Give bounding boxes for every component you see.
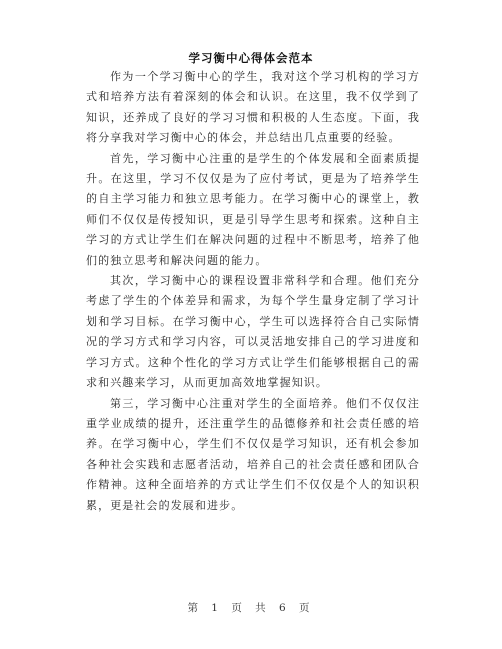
paragraph: 第三，学习衡中心注重对学生的全面培养。他们不仅仅注重学业成绩的提升，还注重学生的品德修养和社会责任感的培养。在学习衡中心，学生们不仅仅是学习知识，还有机会参加各种社会实践和志愿者活动，培养自己的社会责任感和团队合作精神。这种全面培养的方式让学生们不仅仅是个人的知识积累，更是社会的发展和进步。	[86, 396, 420, 512]
page-number-footer: 第 1 页 共 6 页	[187, 602, 315, 614]
paragraph: 作为一个学习衡中心的学生，我对这个学习机构的学习方式和培养方法有着深刻的体会和认识。在这里，我不仅学到了知识，还养成了良好的学习习惯和积极的人生态度。下面，我将分享我对学习衡中心的体会，并总结出几点重要的经验。	[86, 70, 420, 145]
document-body	[86, 67, 420, 516]
document-title: 学习衡中心得体会范本	[188, 51, 314, 65]
paragraph: 首先，学习衡中心注重的是学生的个体发展和全面素质提升。在这里，学习不仅仅是为了应付考试，更是为了培养学生的自主学习能力和独立思考能力。在学习衡中心的课堂上，教师们不仅仅是传授知识，更是引导学生思考和探索。这种自主学习的方式让学生们在解决问题的过程中不断思考，培养了他们的独立思考和解决问题的能力。	[86, 151, 420, 267]
paragraph: 其次，学习衡中心的课程设置非常科学和合理。他们充分考虑了学生的个体差异和需求，为每个学生量身定制了学习计划和学习目标。在学习衡中心，学生可以选择符合自己实际情况的学习方式和学习内容，可以灵活地安排自己的学习进度和学习方式。这种个性化的学习方式让学生们能够根据自己的需求和兴趣来学习，从而更加高效地掌握知识。	[86, 274, 420, 390]
